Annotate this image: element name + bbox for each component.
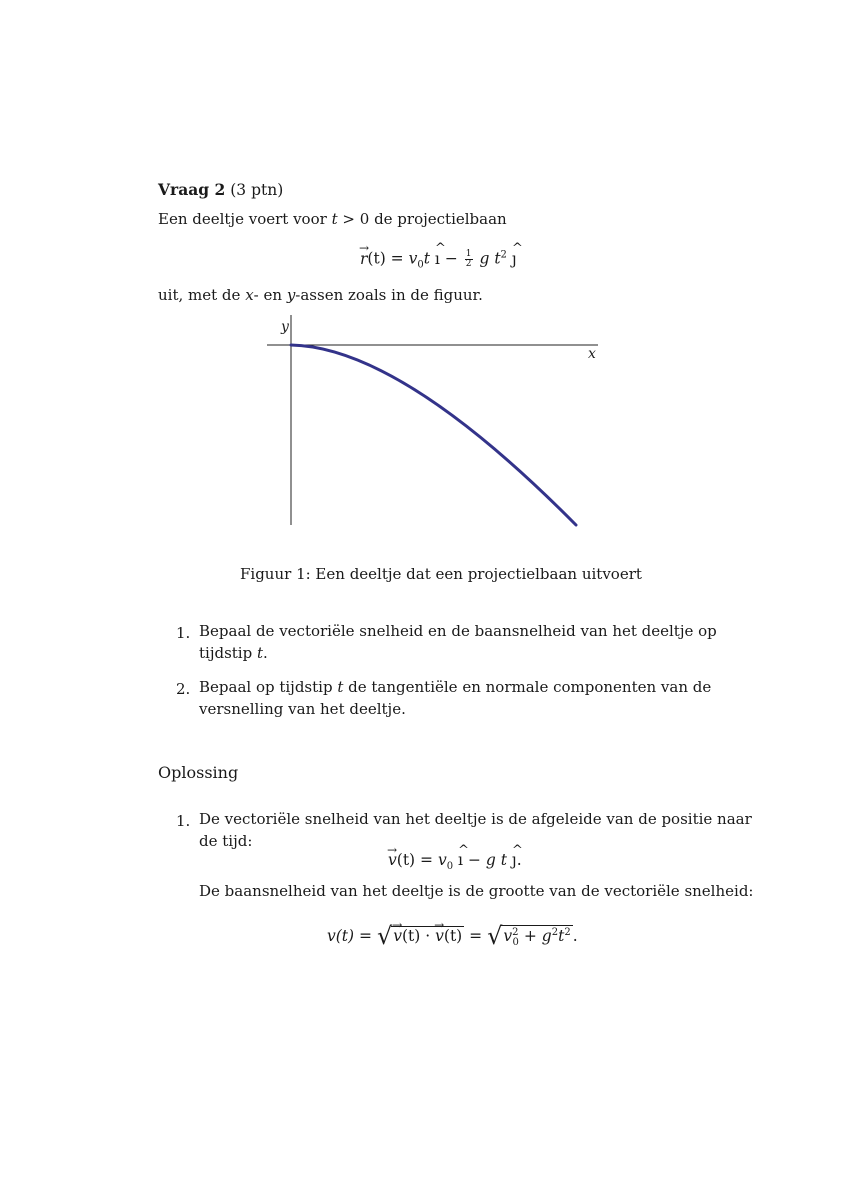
question-points: (3 ptn) (230, 181, 284, 199)
figure-caption: Figuur 1: Een deeltje dat een projectielbaan uitvoert (240, 565, 642, 583)
task-1: 1. (176, 624, 191, 642)
y-axis-label: y (281, 319, 289, 335)
projectile-trajectory-curve (291, 345, 576, 525)
question-label: Vraag 2 (158, 180, 226, 199)
task-2: 2. (176, 680, 191, 698)
task-1-line-1: Bepaal de vectoriële snelheid en de baansnelheid van het deeltje op (199, 622, 717, 640)
question-heading (158, 180, 283, 199)
velocity-equation: → $v(t) = v_0$ ^ ı − g t ^ ȷ. (388, 853, 522, 872)
solution-line-1: De vectoriële snelheid van het deeltje is de afgeleide van de positie naar (199, 810, 752, 828)
solution-line-2: de tijd: (199, 832, 253, 850)
solution-title: Oplossing (158, 763, 239, 782)
question-intro: Een deeltje voert voor t > 0 de projectielbaan (158, 210, 507, 228)
sqrt-sign-2: √ (487, 922, 503, 950)
solution-line-3: De baansnelheid van het deeltje is de grootte van de vectoriële snelheid: (199, 882, 754, 900)
fraction-half: $\frac{1}{2}$ (465, 249, 472, 269)
sqrt-sign: √ (376, 922, 393, 950)
task-2-line-2: versnelling van het deeltje. (199, 700, 406, 718)
x-axis-label: x (588, 346, 596, 362)
sqrt-content-2: $v^2_0 + g^2t^2$ (503, 926, 571, 949)
sqrt-content-1: → v(t) · → v(t) (391, 926, 464, 945)
trajectory-equation: → $r(t) = v_0t$ ^ ı − $\frac{1}{2}$ g $t^2$ ^ ȷ (360, 250, 517, 271)
axes-description: uit, met de x- en y-assen zoals in de figuur. (158, 286, 483, 304)
task-2-line-1: Bepaal op tijdstip t de tangentiële en normale componenten van de (199, 678, 712, 696)
task-1-line-2: tijdstip t. (199, 644, 268, 662)
solution-item-1: 1. (176, 812, 191, 830)
trajectory-figure (260, 315, 610, 530)
speed-equation: v(t) = √→ v(t) · → $v(t) = √v^2_0 + g^2t^2$ . (327, 924, 578, 948)
